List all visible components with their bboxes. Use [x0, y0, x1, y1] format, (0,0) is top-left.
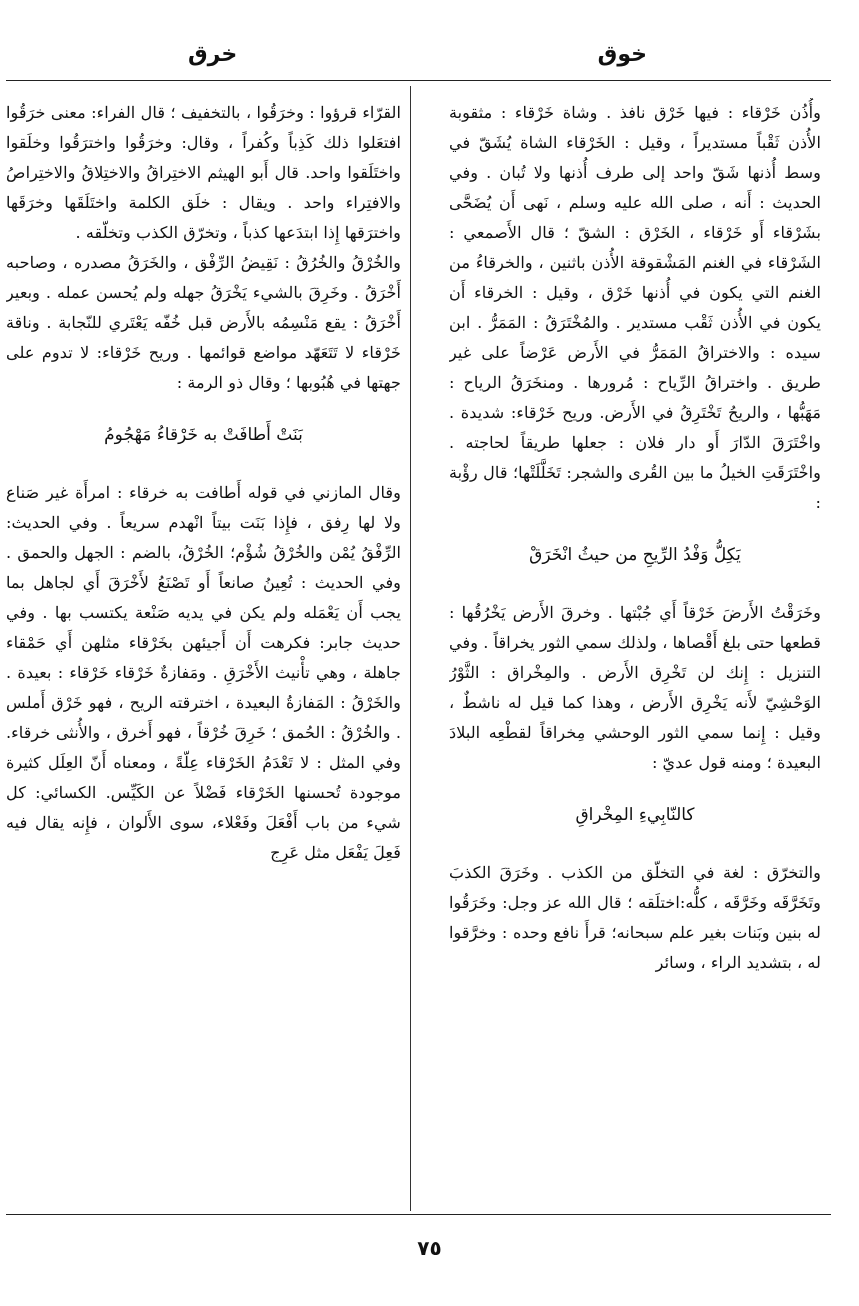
- running-header-left: خرق: [188, 42, 238, 67]
- left-paragraph-1: القرّاء قرؤوا : وخرَقُوا ، بالتخفيف ؛ قال الفراء: معنى خرَقُوا افتعَلوا ذلك كَذِباً وكُفراً ، وقال: وخرَقُوا واخترَقُوا وخلَقوا واختَلَقوا واحد. قال أَبو الهيثم الاختِراقُ والاختِلاقُ والاختِراصُ والافتِراء واحد . ويقال : خلَق الكلمة واختَلَقَها وخرَقَها واخترَقها إِذا ابتدَعها كذباً ، وتخرّق الكذب وتخلّقه .: [6, 103, 401, 242]
- right-paragraph-1: وأُذُن خَرْقاء : فيها خَرْق نافذ . وشاة خَرْقاء : مثقوبة الأُذن ثَقْباً مستديراً ، وقيل : الخَرْقاء الشاة يُشَقّ في وسط أُذنها شَقّ واحد إلى طرف أُذنها ولا تُبان . وفي الحديث : أَنه ، صلى الله عليه وسلم ، نَهى أَن يُضَحَّى بشَرْقاء أَو خَرْقاء ، الخَرْق : الشقّ ؛ قال الأَصمعي : الشَرْقاء في الغنم المَشْقوقة الأُذن باثنين ، والخرقاءُ من الغنم التي يكون في أُذنها خَرْق ، وقيل : الخرقاء أَن يكون في الأُذن ثَقْب مستدير . والمُخْتَرَقُ : المَمَرُّ . ابن سيده : والاختراقُ المَمَرُّ في الأَرض عَرْضاً على غير طريق . واختراقُ الرِّياح : مُرورها . ومنخَرَقُ الرياح : مَهَبُّها ، والريحُ تَخْتَرِقُ في الأَرض. وريح خَرْقاء: شديدة . واخْتَرَقَ الدّارَ أَو دار فلان : جعلها طريقاً لحاجته . واخْتَرَقَتِ الخيلُ ما بين القُرى والشجر: تَخَلَّلَتْها؛ قال رؤْبة :: [449, 103, 821, 512]
- top-rule: [6, 80, 831, 81]
- bottom-rule: [6, 1214, 831, 1215]
- left-paragraph-3: وقال المازني في قوله أَطافت به خرقاء : امرأَة غير صَناع ولا لها رِفق ، فإِذا بَنَت بيتاً انْهدم سريعاً . وفي الحديث: الرِّفْقُ يُمْن والخُرْقُ شُؤْم؛ الخُرْقُ، بالضم : الجهل والحمق . وفي الحديث : تُعِينُ صانعاً أَو تَصْنَعُ لأَخْرَقَ أَي لجاهل بما يجب أَن يَعْمَله ولم يكن في يديه صَنْعة يكتسب بها . وفي حديث جابر: فكرهت أَن أَجيئهن بخَرْقاء مثلهن أَي حَمْقاء جاهلة ، وهي تأْنيث الأَخْرَقِ . ومَفازةٌ خَرْقاء خَرْقاء : بعيدة . والخَرْقُ : المَفازةُ البعيدة ، اخترقته الريح ، فهو خَرْق أَملس . والخُرْقُ : الحُمق ؛ خَرِقَ خُرْقاً ، فهو أَخرق ، والأُنثى خرقاء. وفي المثل : لا تَعْدَمُ الخَرْقاء عِلّةً ، ومعناه أَنّ العِلَل كثيرة موجودة تُحسنها الخَرْقاء فَضْلاً عن الكَيِّس. الكسائي: كل شيء من باب أَفْعَلَ وفَعْلاء، سوى الأَلوان ، فإِنه يقال فيه فَعِلَ يَفْعَل مثل عَرِج: [6, 483, 401, 862]
- left-paragraph-2: والخُرْقُ والخُرُقُ : نَقِيضُ الرِّفْق ، والخَرَقُ مصدره ، وصاحبه أَخْرَقُ . وخَرِقَ بالشيء يَخْرَقُ جهله ولم يُحسن عمله . وبعير أَخْرَقُ : يقع مَنْسِمُه بالأَرض قبل خُفّه يَعْتَري للنّجابة . وناقة خَرْقاء لا تَتَعَهّد مواضع قوائمها . وريح خَرْقاء: لا تدوم على جهتها في هُبُوبها ؛ وقال ذو الرمة :: [6, 253, 401, 392]
- right-verse-1: يَكِلُّ وَفْدُ الرِّيحِ من حيثُ انْخَرَقْ: [529, 545, 741, 565]
- page-number: ٧٥: [417, 1236, 442, 1260]
- left-column: [6, 98, 401, 1210]
- right-paragraph-2: وخَرَقْتُ الأَرضَ خَرْقاً أَي جُبْتها . وخرقَ الأَرض يَخْرُقُها : قطعها حتى بلغ أَقْصاها ، ولذلك سمي الثور يخراقاً . وفي التنزيل : إِنك لن تَخْرِق الأَرض . والمِخْراق : الثَّوْرُ الوَحْشِيّ لأَنه يَخْرِق الأَرض ، وهذا كما قيل له ناشطٌ ، وقيل : إِنما سمي الثور الوحشي مِخراقاً لقطْعِه البلادَ البعيدة ؛ ومنه قول عديّ :: [449, 603, 821, 772]
- right-paragraph-3: والتخرّق : لغة في التخلّق من الكذب . وخَرَقَ الكذبَ وتَخَرَّقَه وخَرَّقَه ، كلُّه:اختلَقه ؛ قال الله عز وجل: وخَرَقُوا له بنين وبَنات بغير علم سبحانه؛ قرأَ نافع وحده : وخرَّقوا له ، بتشديد الراء ، وسائر: [449, 863, 821, 972]
- right-column: [449, 98, 821, 1210]
- right-verse-2: كالنّابِيءِ المِخْراقِ: [575, 805, 695, 825]
- column-divider: [410, 86, 411, 1211]
- running-header-right: خوق: [597, 42, 647, 67]
- left-verse-1: بَنَتْ أَطافَتْ به خَرْقاءُ مَهْجُومُ: [104, 425, 303, 445]
